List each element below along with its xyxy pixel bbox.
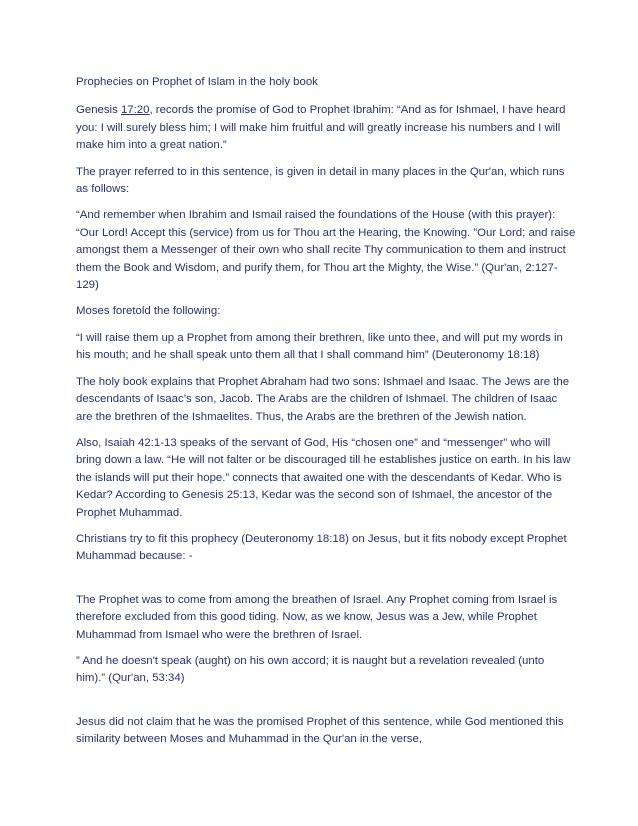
paragraph-abraham-sons: The holy book explains that Prophet Abraham had two sons: Ishmael and Isaac. The Jews are the descendants of Isaac’s son, Jacob. The Arabs are the children of Ishmael. The children of Isaac are the brethren of the Ishmaelites. Thus, the Arabs are the brethren of the Jewish nation. [76, 375, 570, 423]
paragraph-christians-prophecy: Christians try to fit this prophecy (Deuteronomy 18:18) on Jesus, but it fits nobody except Prophet Muhammad because: - [76, 532, 567, 563]
document-title: Prophecies on Prophet of Islam in the holy book [76, 76, 318, 88]
paragraph-genesis-promise [76, 102, 576, 154]
paragraph-prayer-reference: The prayer referred to in this sentence, is given in detail in many places in the Qur'an, which runs as follows: [76, 165, 565, 196]
paragraph-deuteronomy-quote: “I will raise them up a Prophet from among their brethren, like unto thee, and will put my words in his mouth; and he shall speak unto them all that I shall command him” (Deuteronomy 18:18) [76, 331, 563, 362]
paragraph-jesus-claim: Jesus did not claim that he was the promised Prophet of this sentence, while God mentioned this similarity between Moses and Muhammad in the Qur'an in the verse, [76, 715, 564, 746]
paragraph-quran-prayer: “And remember when Ibrahim and Ismail raised the foundations of the House (with this prayer): “Our Lord! Accept this (service) from us for Thou art the Hearing, the Knowing. ”Our Lord; and raise amongst them a Messenger of their own who shall recite Thy communication to them and instruct them the Book and Wisdom, and purify them, for Thou art the Mighty, the Wise.” (Qur'an, 2:127-129) [76, 209, 576, 292]
paragraph-genesis-prefix: Genesis [76, 104, 121, 117]
document-body [76, 74, 576, 758]
verse-reference-link[interactable]: 17:20 [120, 104, 150, 117]
paragraph-isaiah: Also, Isaiah 42:1-13 speaks of the servant of God, His “chosen one” and “messenger” who will bring down a law. “He will not falter or be discouraged till he establishes justice on earth. In his law the islands will put their hope.” connects that awaited one with the descendants of Kedar. Who is Kedar? According to Genesis 25:13, Kedar was the second son of Ishmael, the ancestor of the Prophet Muhammad. [76, 436, 571, 519]
paragraph-breathen-of-israel: The Prophet was to come from among the breathen of Israel. Any Prophet coming from Israel is therefore excluded from this good tiding. Now, as we know, Jesus was a Jew, while Prophet Muhammad from Ismael who were the brethren of Israel. [76, 593, 558, 641]
paragraph-moses-foretold: Moses foretold the following: [76, 305, 221, 318]
paragraph-genesis-text: , records the promise of God to Prophet Ibrahim: “And as for Ishmael, I have heard you: I will surely bless him; I will make him fruitful and will greatly increase his numbers and I will make him into a great nation.” [76, 104, 566, 152]
paragraph-quran-revelation: ” And he doesn't speak (aught) on his own accord; it is naught but a revelation revealed (unto him).” (Qur'an, 53:34) [76, 654, 545, 685]
